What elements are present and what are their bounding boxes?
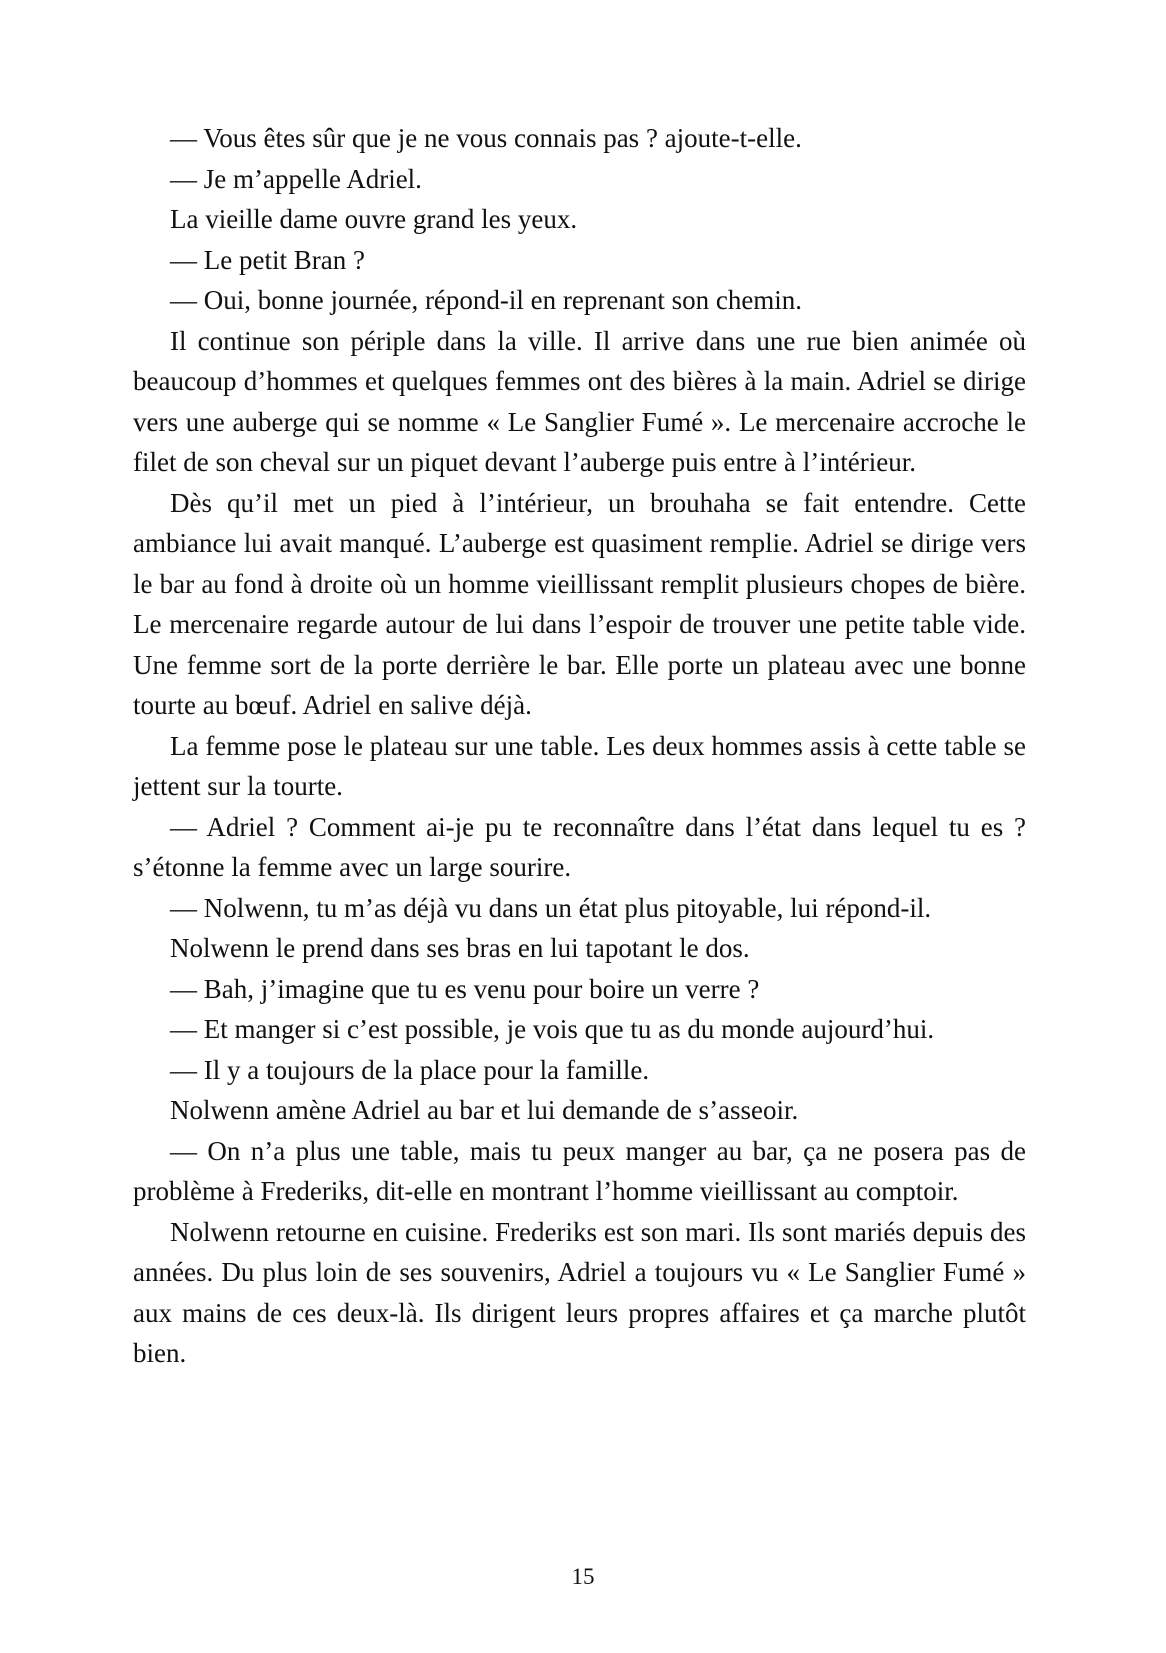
page-body	[133, 118, 1026, 1374]
paragraph: — Le petit Bran ?	[170, 244, 365, 275]
paragraph: — On n’a plus une table, mais tu peux manger au bar, ça ne posera pas de problème à Frederiks, dit-elle en montrant l’homme vieillissant au comptoir.	[133, 1135, 1026, 1206]
paragraph: — Bah, j’imagine que tu es venu pour boire un verre ?	[170, 973, 760, 1004]
paragraph: Nolwenn amène Adriel au bar et lui demande de s’asseoir.	[170, 1095, 799, 1125]
page-number: 15	[571, 1564, 595, 1589]
paragraph: La vieille dame ouvre grand les yeux.	[170, 204, 578, 234]
paragraph: — Je m’appelle Adriel.	[170, 163, 422, 194]
paragraph: — Il y a toujours de la place pour la famille.	[170, 1054, 650, 1085]
paragraph: Nolwenn retourne en cuisine. Frederiks est son mari. Ils sont mariés depuis des années. Du plus loin de ses souvenirs, Adriel a toujours vu « Le Sanglier Fumé » aux mains de ces deux-là. Ils dirigent leurs propres affaires et ça marche plutôt bien.	[133, 1216, 1026, 1368]
paragraph: — Adriel ? Comment ai-je pu te reconnaître dans l’état dans lequel tu es ? s’étonne la femme avec un large sourire.	[133, 811, 1026, 882]
paragraph: — Nolwenn, tu m’as déjà vu dans un état plus pitoyable, lui répond-il.	[170, 892, 932, 923]
paragraph: Dès qu’il met un pied à l’intérieur, un brouhaha se fait entendre. Cette ambiance lui avait manqué. L’auberge est quasiment remplie. Adriel se dirige vers le bar au fond à droite où un homme vieillissant remplit plusieurs chopes de bière. Le mercenaire regarde autour de lui dans l’espoir de trouver une petite table vide. Une femme sort de la porte derrière le bar. Elle porte un plateau avec une bonne tourte au bœuf. Adriel en salive déjà.	[133, 487, 1026, 720]
paragraph: — Et manger si c’est possible, je vois que tu as du monde aujourd’hui.	[170, 1014, 935, 1044]
paragraph: — Vous êtes sûr que je ne vous connais pas ? ajoute-t-elle.	[170, 123, 802, 153]
paragraph: La femme pose le plateau sur une table. Les deux hommes assis à cette table se jettent sur la tourte.	[133, 730, 1026, 801]
paragraph: Nolwenn le prend dans ses bras en lui tapotant le dos.	[170, 933, 750, 963]
paragraph: — Oui, bonne journée, répond-il en reprenant son chemin.	[170, 285, 803, 315]
paragraph: Il continue son périple dans la ville. Il arrive dans une rue bien animée où beaucoup d’hommes et quelques femmes ont des bières à la main. Adriel se dirige vers une auberge qui se nomme « Le Sanglier Fumé ». Le mercenaire accroche le filet de son cheval sur un piquet devant l’auberge puis entre à l’intérieur.	[133, 325, 1026, 477]
